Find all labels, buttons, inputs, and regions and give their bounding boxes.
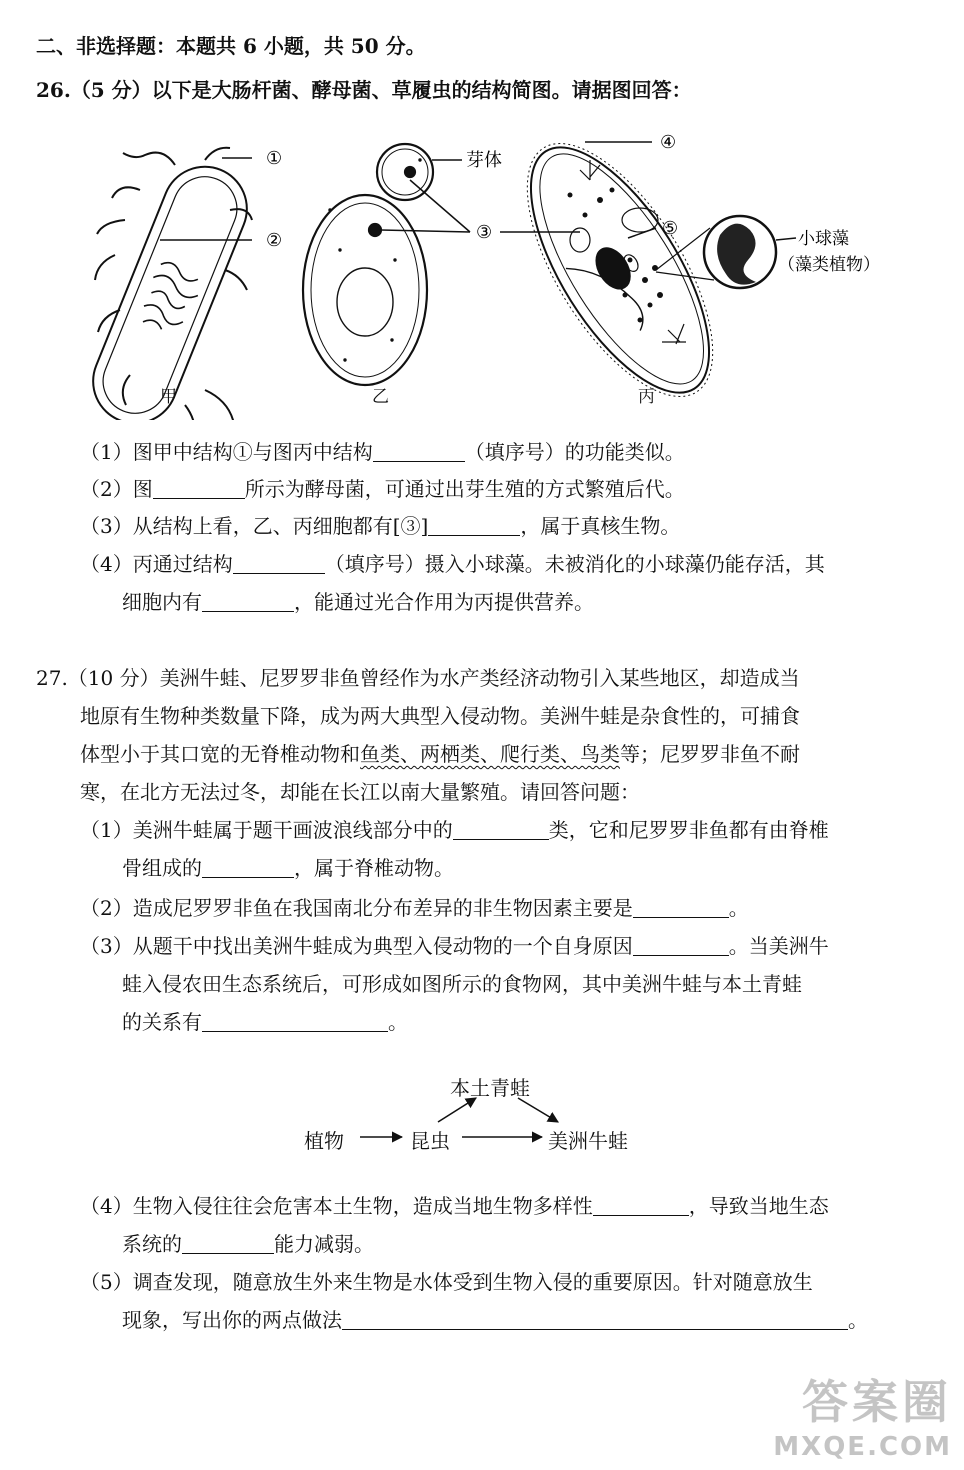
q27-p4: （4）生物入侵往往会危害本土生物，造成当地生物多样性 ，导致当地生态 <box>80 1194 829 1218</box>
arrow-nativefrog-bullfrog <box>518 1098 558 1122</box>
bud-label: 芽体 <box>466 150 502 171</box>
label-4: ④ <box>660 132 677 153</box>
q27-p3-cont: 蛙入侵农田生态系统后，可形成如图所示的食物网，其中美洲牛蛙与本土青蛙 <box>122 972 802 996</box>
watermark <box>773 1366 952 1462</box>
node-native-frog: 本土青蛙 <box>450 1076 530 1100</box>
algae-label: 小球藻 <box>798 229 849 249</box>
q27-p1: （1）美洲牛蛙属于题干画波浪线部分中的 类，它和尼罗罗非鱼都有由脊椎 <box>80 818 829 842</box>
q27-answer-5[interactable] <box>342 1309 848 1330</box>
watermark-logo: 答案圈 <box>802 1375 952 1429</box>
node-plant: 植物 <box>304 1129 344 1153</box>
q27-stem-3: 体型小于其口宽的无脊椎动物和鱼类、两栖类、爬行类、鸟类等；尼罗罗非鱼不耐 <box>80 742 800 766</box>
q27-p3: （3）从题干中找出美洲牛蛙成为典型入侵动物的一个自身原因 。当美洲牛 <box>80 934 829 958</box>
q27-p1-cont: 骨组成的 ，属于脊椎动物。 <box>122 856 454 880</box>
bacterium-drawing <box>80 148 259 420</box>
q26-answer-2[interactable] <box>153 478 245 499</box>
q26-p3: （3）从结构上看，乙、丙细胞都有[③] ，属于真核生物。 <box>80 514 681 538</box>
wavy-underlined-text: 鱼类、两栖类、爬行类、鸟类 <box>360 742 620 766</box>
q27-answer-3b[interactable] <box>202 1011 388 1032</box>
q26-answer-4a[interactable] <box>233 553 325 574</box>
q26-intro: 26.（5 分）以下是大肠杆菌、酵母菌、草履虫的结构简图。请据图回答： <box>36 78 692 102</box>
q27-p5-cont: 现象，写出你的两点做法 。 <box>122 1308 868 1332</box>
caption-yi: 乙 <box>372 387 389 407</box>
q27-stem-1: 27.（10 分）美洲牛蛙、尼罗罗非鱼曾经作为水产类经济动物引入某些地区，却造成当 <box>36 666 800 690</box>
q26-p1: （1）图甲中结构①与图丙中结构 （填序号）的功能类似。 <box>80 440 685 464</box>
q26-p4-cont: 细胞内有 ，能通过光合作用为丙提供营养。 <box>122 590 594 614</box>
arrow-insect-nativefrog <box>438 1098 476 1122</box>
label-1: ① <box>266 148 283 169</box>
q27-answer-4a[interactable] <box>593 1195 689 1216</box>
watermark-url: MXQE.COM <box>773 1432 952 1462</box>
q27-answer-1a[interactable] <box>453 819 549 840</box>
q27-answer-1b[interactable] <box>202 857 294 878</box>
q26-p2: （2）图 所示为酵母菌，可通过出芽生殖的方式繁殖后代。 <box>80 477 685 501</box>
q27-stem-4: 寒，在北方无法过冬，却能在长江以南大量繁殖。请回答问题： <box>80 780 640 804</box>
node-insect: 昆虫 <box>410 1129 450 1153</box>
label-5: ⑤ <box>662 218 679 239</box>
q26-answer-1[interactable] <box>373 441 465 462</box>
q26-answer-4b[interactable] <box>202 591 294 612</box>
q27-p4-cont: 系统的 能力减弱。 <box>122 1232 374 1256</box>
q27-answer-2[interactable] <box>633 897 729 918</box>
q27-answer-3a[interactable] <box>633 935 729 956</box>
label-2: ② <box>266 230 283 251</box>
q27-p3-cont-2: 的关系有 。 <box>122 1010 408 1034</box>
q27-p2: （2）造成尼罗罗非鱼在我国南北分布差异的非生物因素主要是 。 <box>80 896 749 920</box>
q27-stem-2: 地原有生物种类数量下降，成为两大典型入侵动物。美洲牛蛙是杂食性的，可捕食 <box>80 704 800 728</box>
algae-type-label: （藻类植物） <box>778 255 880 275</box>
yeast-drawing <box>303 144 433 385</box>
section-heading: 二、非选择题：本题共 6 小题，共 50 分。 <box>36 34 426 58</box>
q26-answer-3[interactable] <box>428 515 520 536</box>
caption-bing: 丙 <box>638 387 655 407</box>
caption-jia: 甲 <box>160 387 177 407</box>
yeast-granules <box>329 159 421 361</box>
food-web <box>290 1064 690 1164</box>
q26-p4: （4）丙通过结构 （填序号）摄入小球藻。未被消化的小球藻仍能存活，其 <box>80 552 825 576</box>
node-bullfrog: 美洲牛蛙 <box>548 1129 628 1153</box>
cell-diagrams <box>0 120 964 420</box>
label-3: ③ <box>476 222 493 243</box>
q27-p5: （5）调查发现，随意放生外来生物是水体受到生物入侵的重要原因。针对随意放生 <box>80 1270 813 1294</box>
q27-answer-4b[interactable] <box>182 1233 274 1254</box>
q26-figure <box>0 120 964 420</box>
algae-cell <box>717 224 756 285</box>
